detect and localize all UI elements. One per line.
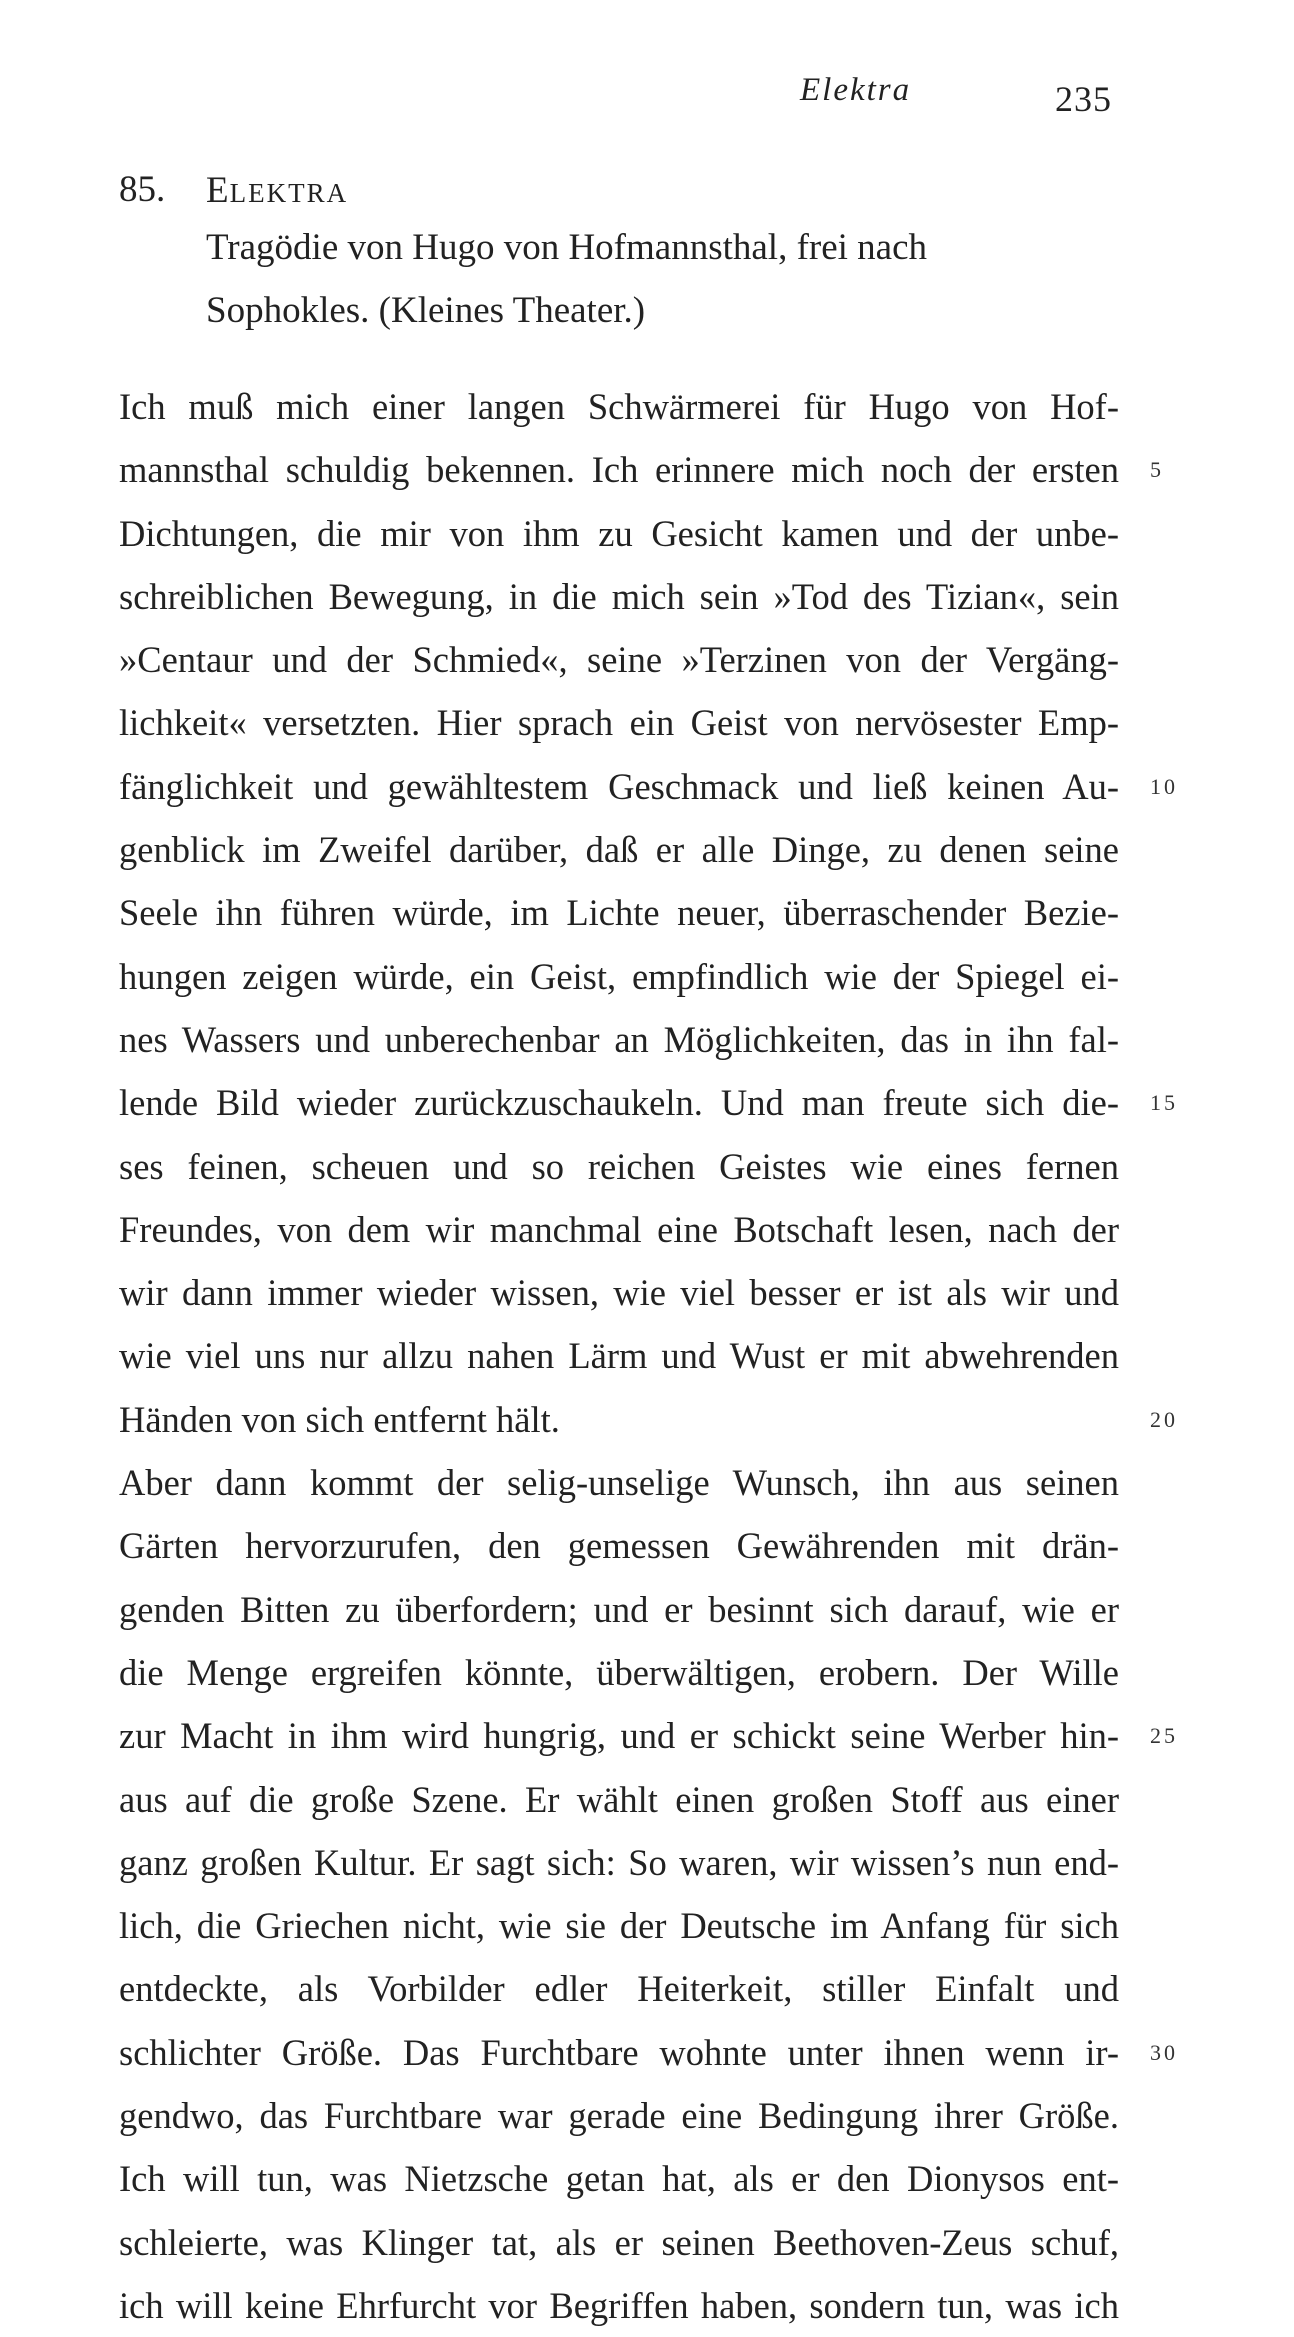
body-line: schleierte, was Klinger tat, als er seinen Beethoven-Zeus schuf, xyxy=(119,2221,1119,2263)
body-line: Ich muß mich einer langen Schwärmerei für Hugo von Hof- xyxy=(119,386,1119,427)
line-number-margin xyxy=(1150,375,1210,2084)
body-line: Ich will tun, was Nietzsche getan hat, als er den Dionysos ent- xyxy=(119,2158,1119,2200)
body-line: genden Bitten zu überfordern; und er besinnt sich darauf, wie er xyxy=(119,1588,1119,1630)
entry-heading xyxy=(206,168,1076,342)
body-line: »Centaur und der Schmied«, seine »Terzinen von der Vergäng- xyxy=(119,639,1119,681)
body-line: schlichter Größe. Das Furchtbare wohnte unter ihnen wenn ir- xyxy=(119,2031,1119,2073)
line-number: 20 xyxy=(1150,1406,1178,1432)
body-line: Dichtungen, die mir von ihm zu Gesicht kamen und der unbe- xyxy=(119,512,1119,554)
running-head-title: Elektra xyxy=(800,72,912,108)
body-line: lende Bild wieder zurückzuschaukeln. Und man freute sich die- xyxy=(119,1082,1119,1124)
body-line: lichkeit« versetzten. Hier sprach ein Geist von nervösester Emp- xyxy=(119,702,1119,744)
body-line: aus auf die große Szene. Er wählt einen großen Stoff aus einer xyxy=(119,1778,1119,1820)
entry-title xyxy=(206,168,1076,216)
page-number: 235 xyxy=(1055,79,1112,119)
body-line: ich will keine Ehrfurcht vor Begriffen haben, sondern tun, was ich xyxy=(119,2284,1119,2326)
line-number: 10 xyxy=(1150,773,1178,799)
body-line: zur Macht in ihm wird hungrig, und er schickt seine Werber hin- xyxy=(119,1715,1119,1757)
body-line: die Menge ergreifen könnte, überwältigen, erobern. Der Wille xyxy=(119,1651,1119,1693)
body-line: genblick im Zweifel darüber, daß er alle Dinge, zu denen seine xyxy=(119,829,1119,871)
body-line: wie viel uns nur allzu nahen Lärm und Wust er mit abwehrenden xyxy=(119,1335,1119,1377)
body-line: entdeckte, als Vorbilder edler Heiterkeit, stiller Einfalt und xyxy=(119,1968,1119,2010)
body-line: Händen von sich entfernt hält. xyxy=(119,1398,560,1440)
entry-title-initial: E xyxy=(206,170,230,211)
body-line: Gärten hervorzurufen, den gemessen Gewährenden mit drän- xyxy=(119,1525,1119,1567)
line-number: 5 xyxy=(1150,457,1164,483)
body-line: ses feinen, scheuen und so reichen Geistes wie eines fernen xyxy=(119,1145,1119,1187)
body-line: lich, die Griechen nicht, wie sie der Deutsche im Anfang für sich xyxy=(119,1905,1119,1947)
line-number: 25 xyxy=(1150,1723,1178,1749)
body-line: schreiblichen Bewegung, in die mich sein »Tod des Tizian«, sein xyxy=(119,575,1119,617)
entry-subtitle-line: Sophokles. (Kleines Theater.) xyxy=(206,290,646,331)
body-line: Seele ihn führen würde, im Lichte neuer, überraschender Bezie- xyxy=(119,892,1119,934)
entry-number: 85. xyxy=(119,169,166,210)
line-number: 30 xyxy=(1150,2039,1178,2065)
entry-title-rest: LEKTRA xyxy=(229,178,349,208)
body-line: gendwo, das Furchtbare war gerade eine Bedingung ihrer Größe. xyxy=(119,2095,1119,2137)
body-text xyxy=(119,375,1119,2337)
body-line: wir dann immer wieder wissen, wie viel besser er ist als wir und xyxy=(119,1272,1119,1314)
line-number: 15 xyxy=(1150,1090,1178,1116)
body-line: fänglichkeit und gewähltestem Geschmack und ließ keinen Au- xyxy=(119,765,1119,807)
body-line: mannsthal schuldig bekennen. Ich erinnere mich noch der ersten xyxy=(119,449,1119,491)
body-line: Aber dann kommt der selig-unselige Wunsch, ihn aus seinen xyxy=(119,1462,1119,1504)
body-line: nes Wassers und unberechenbar an Möglichkeiten, das in ihn fal- xyxy=(119,1018,1119,1060)
body-line: hungen zeigen würde, ein Geist, empfindlich wie der Spiegel ei- xyxy=(119,955,1119,997)
entry-subtitle-line: Tragödie von Hugo von Hofmannsthal, frei nach xyxy=(206,227,928,268)
body-line: Freundes, von dem wir manchmal eine Botschaft lesen, nach der xyxy=(119,1208,1119,1250)
body-line: ganz großen Kultur. Er sagt sich: So waren, wir wissen’s nun end- xyxy=(119,1841,1119,1883)
